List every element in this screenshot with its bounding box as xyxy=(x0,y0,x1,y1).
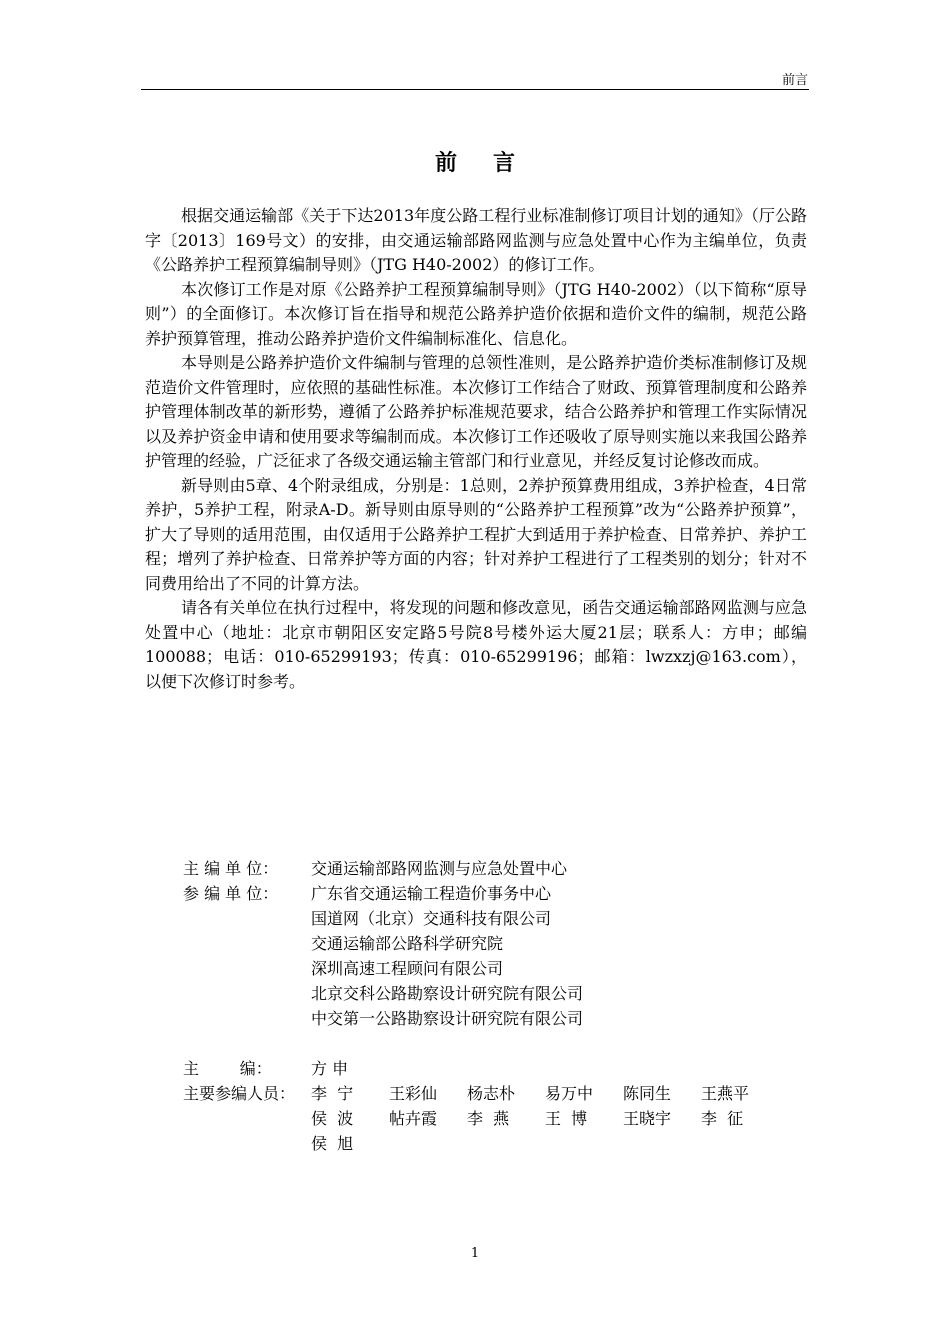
editor-name: 李 宁 xyxy=(311,1084,354,1103)
header-divider xyxy=(141,89,809,90)
chief-unit-row xyxy=(183,856,783,881)
chief-unit: 交通运输部路网监测与应急处置中心 xyxy=(311,859,568,878)
paragraph: 新导则由5章、4个附录组成，分别是：1总则，2养护预算费用组成，3养护检查，4日常养护，5养护工程，附录A-D。新导则由原导则的“公路养护工程预算”改为“公路养护预算”，扩大了导则的适用范围，由仅适用于公路养护工程扩大到适用于养护检查、日常养护、养护工程；增列了养护检查、日常养护等方面的内容；针对养护工程进行了工程类别的划分；针对不同费用给出了不同的计算方法。 xyxy=(145,475,807,593)
editor-name: 王燕平 xyxy=(701,1084,750,1103)
preface-body xyxy=(145,204,807,694)
running-header: 前言 xyxy=(781,73,808,88)
editor-names-line xyxy=(311,1106,783,1131)
editor-name: 王彩仙 xyxy=(389,1084,438,1103)
participating-units-row xyxy=(183,881,783,1031)
paragraph: 本导则是公路养护造价文件编制与管理的总领性准则，是公路养护造价类标准制修订及规范造价文件管理时，应依照的基础性标准。本次修订工作结合了财政、预算管理制度和公路养护管理体制改革的新形势，遵循了公路养护标准规范要求，结合公路养护和管理工作实际情况以及养护资金申请和使用要求等编制而成。本次修订工作还吸收了原导则实施以来我国公路养护管理的经验，广泛征求了各级交通运输主管部门和行业意见，并经反复讨论修改而成。 xyxy=(145,353,807,470)
main-editors-label: 主要参编人员： xyxy=(183,1084,296,1103)
spacer xyxy=(183,1031,783,1056)
page-number: 1 xyxy=(470,1246,480,1261)
credits-block xyxy=(183,856,783,1156)
editor-name: 帖卉霞 xyxy=(389,1109,438,1128)
participating-unit: 北京交科公路勘察设计研究院有限公司 xyxy=(311,984,584,1003)
main-editors-row xyxy=(183,1081,783,1156)
participating-unit: 国道网（北京）交通科技有限公司 xyxy=(311,909,552,928)
editor-name: 侯 波 xyxy=(311,1109,354,1128)
page-title: 前言 xyxy=(434,150,551,176)
editor-name: 陈同生 xyxy=(623,1084,672,1103)
editor-name: 易万中 xyxy=(545,1084,594,1103)
editor-name: 李 燕 xyxy=(467,1109,510,1128)
editor-name: 杨志朴 xyxy=(467,1084,516,1103)
paragraph: 请各有关单位在执行过程中，将发现的问题和修改意见，函告交通运输部路网监测与应急处置中心（地址：北京市朝阳区安定路5号院8号楼外运大厦21层；联系人：方申；邮编100088；电话：010-65299193；传真：010-65299196；邮箱：lwzxzj@163.com），以便下次修订时参考。 xyxy=(145,598,807,691)
paragraph: 本次修订工作是对原《公路养护工程预算编制导则》（JTG H40-2002）（以下简称“原导则”）的全面修订。本次修订旨在指导和规范公路养护造价依据和造价文件的编制，规范公路养护预算管理，推动公路养护造价文件编制标准化、信息化。 xyxy=(145,279,807,348)
editor-name: 王 博 xyxy=(545,1109,588,1128)
participating-unit: 中交第一公路勘察设计研究院有限公司 xyxy=(311,1009,584,1028)
paragraph: 根据交通运输部《关于下达2013年度公路工程行业标准制修订项目计划的通知》（厅公路字〔2013〕169号文）的安排，由交通运输部路网监测与应急处置中心作为主编单位，负责《公路养护工程预算编制导则》（JTG H40-2002）的修订工作。 xyxy=(145,206,807,274)
editor-names-line xyxy=(311,1131,783,1156)
editor-name: 王晓宇 xyxy=(623,1109,672,1128)
main-editors-list xyxy=(311,1081,783,1156)
editor-names-line xyxy=(311,1081,783,1106)
participating-unit: 深圳高速工程顾问有限公司 xyxy=(311,959,504,978)
editor-name: 侯 旭 xyxy=(311,1134,354,1153)
editor-name: 李 征 xyxy=(701,1109,744,1128)
chief-editor: 方 申 xyxy=(311,1059,349,1078)
participating-label: 参 编 单 位： xyxy=(183,884,279,903)
participating-units-list xyxy=(311,881,783,1031)
chief-unit-label: 主 编 单 位： xyxy=(183,859,279,878)
participating-unit: 广东省交通运输工程造价事务中心 xyxy=(311,884,552,903)
chief-editor-label: 主 编： xyxy=(183,1059,272,1078)
chief-editor-row xyxy=(183,1056,783,1081)
participating-unit: 交通运输部公路科学研究院 xyxy=(311,934,504,953)
